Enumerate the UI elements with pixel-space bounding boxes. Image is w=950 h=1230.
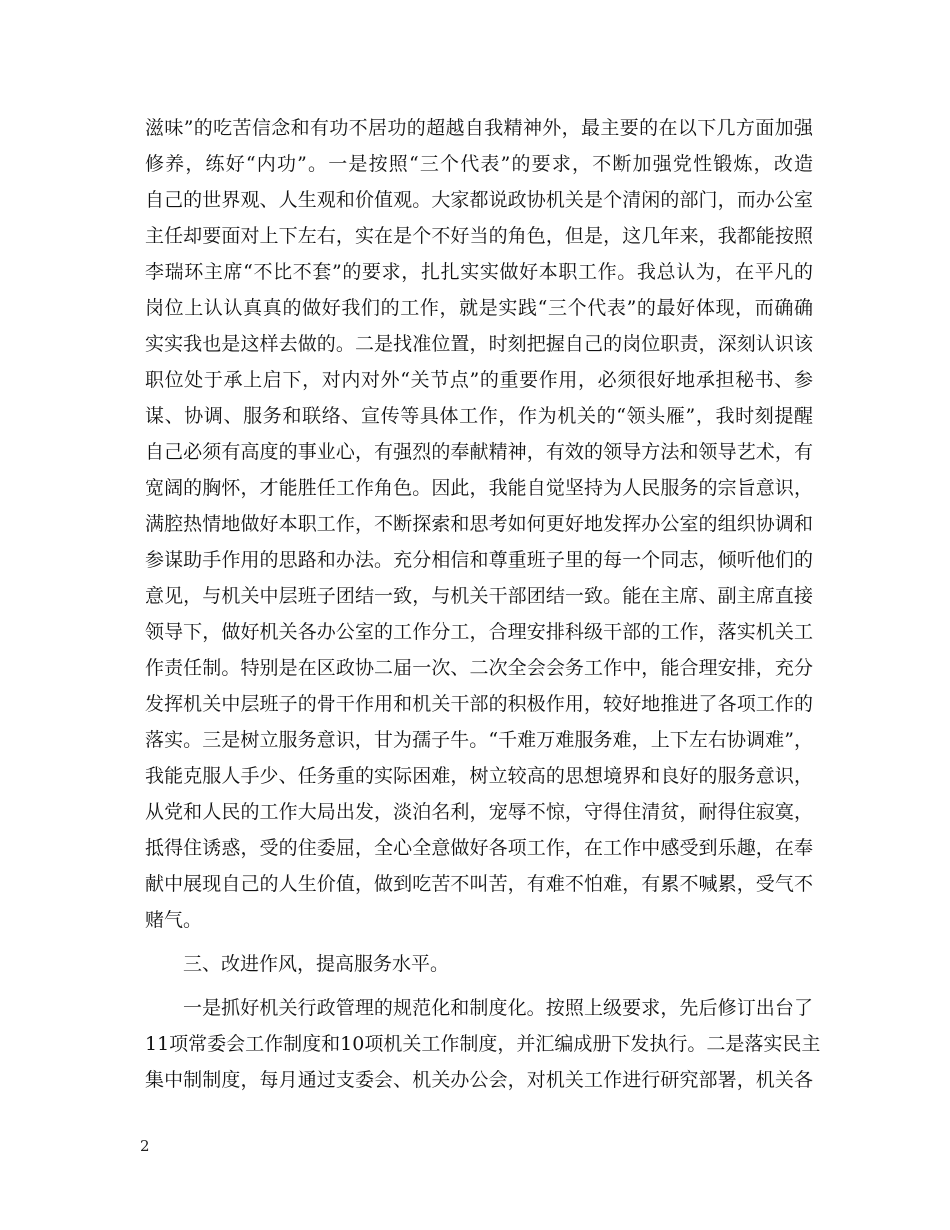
text-line: 实实我也是这样去做的。二是找准位置，时刻把握自己的岗位职责，深刻认识该 [145, 333, 813, 355]
text-line: 李瑞环主席“不比不套”的要求，扎扎实实做好本职工作。我总认为，在平凡的 [145, 261, 813, 283]
text-line: 参谋助手作用的思路和办法。充分相信和尊重班子里的每一个同志，倾听他们的 [145, 549, 813, 571]
text-line: 领导下，做好机关各办公室的工作分工，合理安排科级干部的工作，落实机关工 [145, 621, 813, 643]
text-line: 从党和人民的工作大局出发，淡泊名利，宠辱不惊，守得住清贫，耐得住寂寞， [145, 801, 813, 823]
text-line: 我能克服人手少、任务重的实际困难，树立较高的思想境界和良好的服务意识， [145, 765, 813, 787]
text-line: 谋、协调、服务和联络、宣传等具体工作，作为机关的“领头雁”，我时刻提醒 [145, 405, 813, 427]
text-line: 集中制制度，每月通过支委会、机关办公会，对机关工作进行研究部署，机关各 [145, 1069, 813, 1091]
page-number: 2 [140, 1137, 150, 1155]
text-line: 赌气。 [145, 909, 203, 931]
text-line: 职位处于承上启下，对内对外“关节点”的重要作用，必须很好地承担秘书、参 [145, 369, 813, 391]
text-line: 岗位上认认真真的做好我们的工作，就是实践“三个代表”的最好体现，而确确 [145, 297, 813, 319]
text-line: 自己的世界观、人生观和价值观。大家都说政协机关是个清闲的部门，而办公室 [145, 189, 813, 211]
text-line: 献中展现自己的人生价值，做到吃苦不叫苦，有难不怕难，有累不喊累，受气不 [145, 873, 813, 895]
text-line: 发挥机关中层班子的骨干作用和机关干部的积极作用，较好地推进了各项工作的 [145, 693, 813, 715]
text-line: 11项常委会工作制度和10项机关工作制度，并汇编成册下发执行。二是落实民主 [145, 1033, 821, 1055]
text-line: 作责任制。特别是在区政协二届一次、二次全会会务工作中，能合理安排，充分 [145, 657, 813, 679]
text-line: 宽阔的胸怀，才能胜任工作角色。因此，我能自觉坚持为人民服务的宗旨意识， [145, 477, 813, 499]
text-line: 修养，练好“内功”。一是按照“三个代表”的要求，不断加强党性锻炼，改造 [145, 153, 813, 175]
section-heading: 三、改进作风，提高服务水平。 [183, 953, 450, 975]
text-line: 一是抓好机关行政管理的规范化和制度化。按照上级要求，先后修订出台了 [183, 997, 813, 1019]
text-line: 满腔热情地做好本职工作，不断探索和思考如何更好地发挥办公室的组织协调和 [145, 513, 813, 535]
text-line: 滋味”的吃苦信念和有功不居功的超越自我精神外，最主要的在以下几方面加强 [145, 117, 813, 139]
text-line: 抵得住诱惑，受的住委屈，全心全意做好各项工作，在工作中感受到乐趣，在奉 [145, 837, 813, 859]
text-line: 自己必须有高度的事业心，有强烈的奉献精神，有效的领导方法和领导艺术，有 [145, 441, 813, 463]
text-line: 主任却要面对上下左右，实在是个不好当的角色，但是，这几年来，我都能按照 [145, 225, 813, 247]
text-line: 落实。三是树立服务意识，甘为孺子牛。“千难万难服务难，上下左右协调难”， [145, 729, 813, 751]
text-line: 意见，与机关中层班子团结一致，与机关干部团结一致。能在主席、副主席直接 [145, 585, 813, 607]
